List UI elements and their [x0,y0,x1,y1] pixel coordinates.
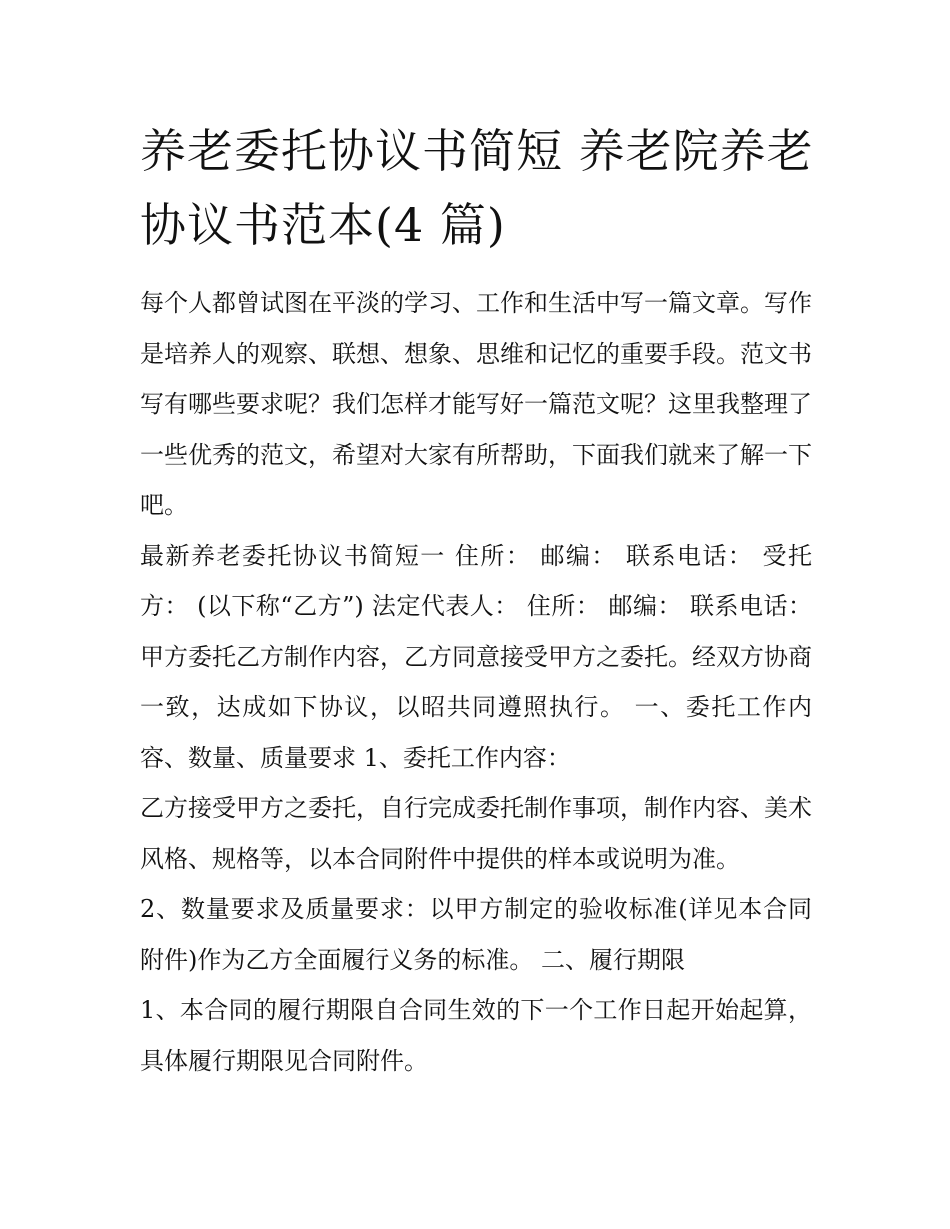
quantity-quality-paragraph: 2、数量要求及质量要求：以甲方制定的验收标准(详见本合同附件)作为乙方全面履行义务的标准。 二、履行期限 [140,895,812,974]
document-body [140,278,812,1086]
document-title: 养老委托协议书简短 养老院养老协议书范本(4 篇) [140,124,814,252]
work-content-paragraph: 乙方接受甲方之委托，自行完成委托制作事项，制作内容、美术风格、规格等，以本合同附件中提供的样本或说明为准。 [140,794,812,873]
intro-paragraph: 每个人都曾试图在平淡的学习、工作和生活中写一篇文章。写作是培养人的观察、联想、想象、思维和记忆的重要手段。范文书写有哪些要求呢？我们怎样才能写好一篇范文呢？这里我整理了一些优秀的范文，希望对大家有所帮助，下面我们就来了解一下吧。 [140,289,812,519]
agreement-parties-paragraph: 最新养老委托协议书简短一 住所： 邮编： 联系电话： 受托方： (以下称“乙方”) 法定代表人： 住所： 邮编： 联系电话：甲方委托乙方制作内容，乙方同意接受甲方之委托。经双方协商一致，达成如下协议，以昭共同遵照执行。 一、委托工作内容、数量、质量要求 1、委托工作内容： [140,541,812,772]
term-paragraph: 1、本合同的履行期限自合同生效的下一个工作日起开始起算，具体履行期限见合同附件。 [140,996,812,1075]
